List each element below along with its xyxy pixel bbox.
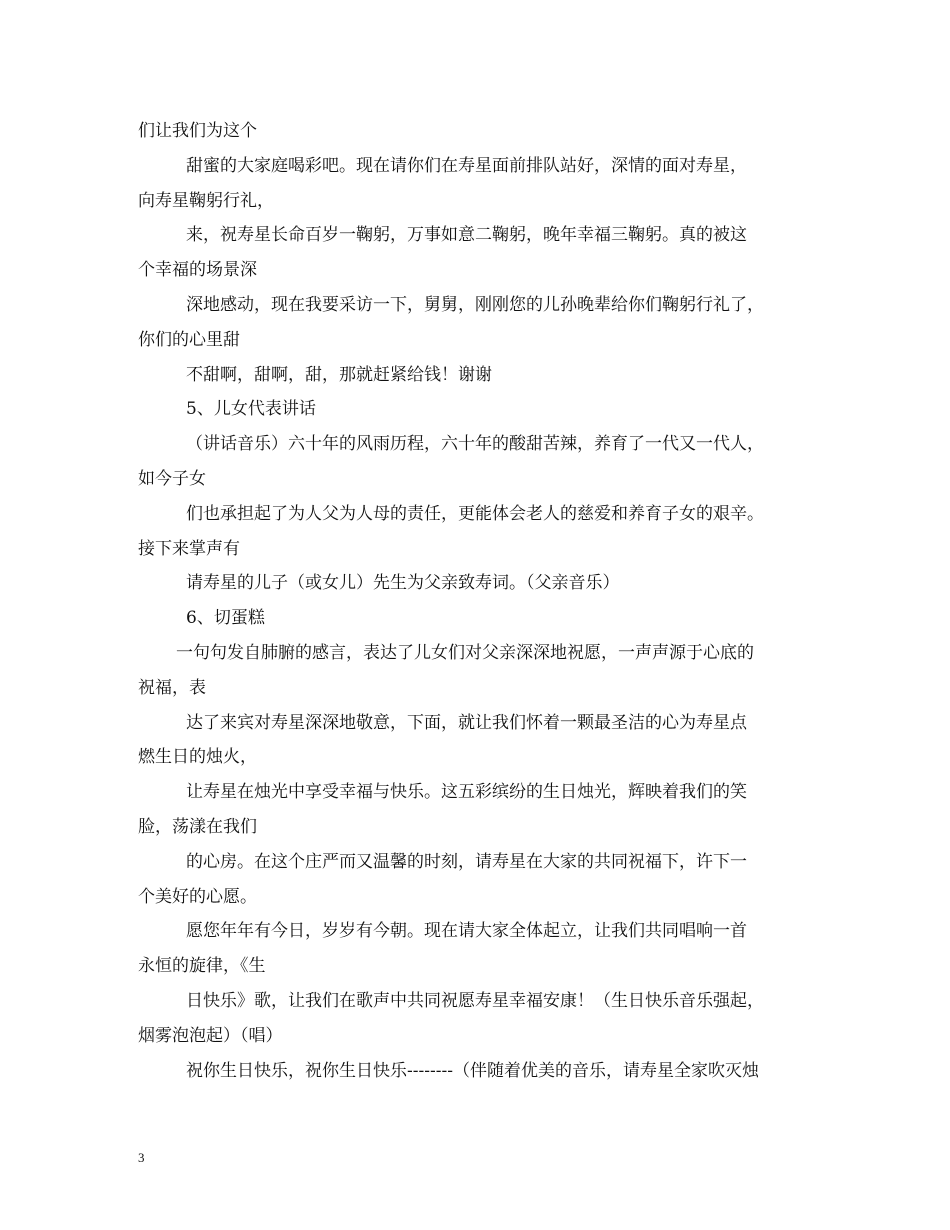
text-line: 不甜啊，甜啊，甜，那就赶紧给钱！谢谢 (186, 364, 492, 385)
text-line: 如今子女 (138, 468, 206, 489)
text-line: 永恒的旋律，《生 (138, 956, 266, 977)
page-number: 3 (138, 1150, 145, 1165)
text-line: 愿您年年有今日，岁岁有今朝。现在请大家全体起立，让我们共同唱响一首 (186, 921, 747, 942)
text-line: 6、切蛋糕 (186, 608, 265, 629)
text-line: 个美好的心愿。 (138, 886, 257, 907)
text-line: 祝福，表 (138, 677, 206, 698)
text-line: 请寿星的儿子（或女儿）先生为父亲致寿词。（父亲音乐） (186, 573, 620, 594)
text-line: 甜蜜的大家庭喝彩吧。现在请你们在寿星面前排队站好，深情的面对寿星， (186, 155, 747, 176)
text-line: 们让我们为这个 (138, 121, 257, 141)
text-line: 5、儿女代表讲话 (186, 399, 316, 420)
text-line: （讲话音乐）六十年的风雨历程，六十年的酸甜苦辣，养育了一代又一代人， (186, 434, 764, 455)
text-line: 祝你生日快乐，祝你生日快乐--------（伴随着优美的音乐，请寿星全家吹灭烛 (186, 1060, 759, 1081)
text-line: 烟雾泡泡起）（唱） (138, 1025, 283, 1046)
body-text (138, 114, 828, 1088)
text-line: 接下来掌声有 (138, 538, 240, 559)
text-line: 让寿星在烛光中享受幸福与快乐。这五彩缤纷的生日烛光，辉映着我们的笑 (186, 782, 747, 803)
text-line: 们也承担起了为人父为人母的责任，更能体会老人的慈爱和养育子女的艰辛。 (186, 503, 764, 524)
text-line: 脸，荡漾在我们 (138, 816, 257, 837)
text-line: 个幸福的场景深 (138, 260, 257, 281)
text-line: 向寿星鞠躬行礼， (138, 190, 274, 211)
text-line: 达了来宾对寿星深深地敬意，下面，就让我们怀着一颗最圣洁的心为寿星点 (186, 712, 747, 733)
text-line: 的心房。在这个庄严而又温馨的时刻，请寿星在大家的共同祝福下，许下一 (186, 851, 747, 872)
text-line: 深地感动，现在我要采访一下，舅舅，刚刚您的儿孙晚辈给你们鞠躬行礼了， (186, 294, 764, 315)
text-line: 一句句发自肺腑的感言，表达了儿女们对父亲深深地祝愿，一声声源于心底的 (176, 642, 754, 663)
text-line: 日快乐》歌，让我们在歌声中共同祝愿寿星幸福安康！（生日快乐音乐强起， (186, 990, 764, 1011)
text-line: 来，祝寿星长命百岁一鞠躬，万事如意二鞠躬，晚年幸福三鞠躬。真的被这 (186, 225, 747, 246)
text-line: 你们的心里甜 (138, 329, 240, 350)
text-line: 燃生日的烛火， (138, 747, 257, 768)
